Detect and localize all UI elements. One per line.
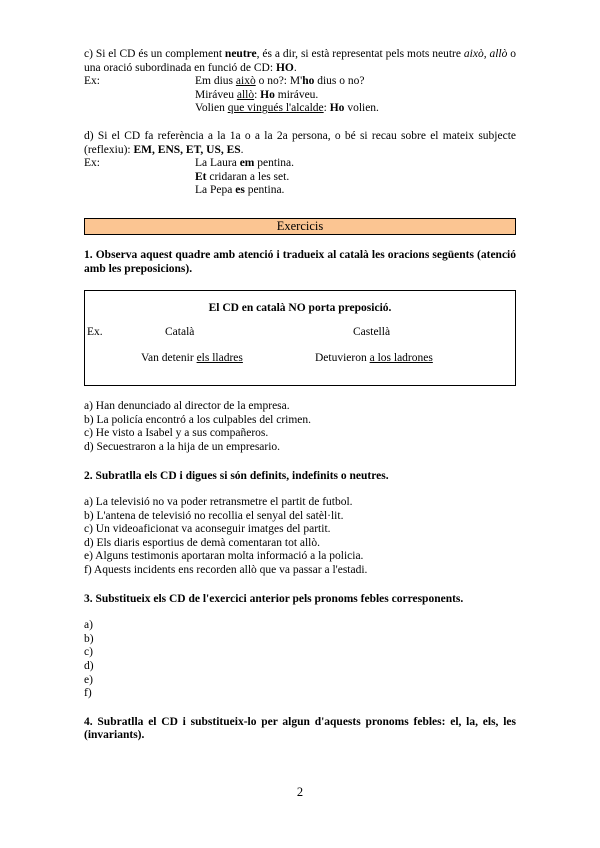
list-item: a) Han denunciado al director de la empresa. bbox=[84, 400, 290, 413]
section-d-intro: d) Si el CD fa referència a la 1a o a la 2a persona, o bé si recau sobre el mateix subjecte (reflexiu): EM, ENS, ET, US, ES. bbox=[84, 129, 516, 156]
question-3-title: 3. Substitueix els CD de l'exercici anterior pels pronoms febles corresponents. bbox=[84, 592, 464, 605]
list-item: e) Alguns testimonis aportaran molta informació a la policia. bbox=[84, 550, 364, 563]
rule-box bbox=[84, 290, 516, 386]
section-d-examples bbox=[84, 157, 516, 198]
example-label: Ex: bbox=[84, 157, 100, 170]
question-2-items bbox=[84, 496, 516, 578]
list-item: a) La televisió no va poder retransmetre el partit de futbol. bbox=[84, 496, 353, 509]
list-item: c) He visto a Isabel y a sus compañeros. bbox=[84, 427, 269, 440]
page-number: 2 bbox=[296, 785, 304, 799]
example-line: La Laura em pentina. bbox=[195, 157, 294, 170]
question-2-title: 2. Subratlla els CD i digues si són definits, indefinits o neutres. bbox=[84, 469, 389, 482]
example-line: Et cridaran a les set. bbox=[195, 170, 290, 183]
list-item: e) bbox=[84, 673, 93, 686]
section-c-examples bbox=[84, 75, 516, 116]
list-item: c) Un videoaficionat va aconseguir imatges del partit. bbox=[84, 523, 331, 536]
rule-box-ex-label: Ex. bbox=[87, 326, 103, 339]
example-line: La Pepa es pentina. bbox=[195, 184, 285, 197]
list-item: d) Secuestraron a la hija de un empresario. bbox=[84, 440, 281, 453]
rule-box-title: El CD en català NO porta preposició. bbox=[208, 302, 392, 315]
document-page bbox=[84, 48, 516, 743]
list-item: d) Els diaris esportius de demà comentaran tot allò. bbox=[84, 536, 321, 549]
example-line: Miráveu allò: Ho miráveu. bbox=[195, 88, 319, 101]
list-item: f) Aquests incidents ens recorden allò que va passar a l'estadi. bbox=[84, 564, 368, 577]
rule-box-col-castella: Castellà bbox=[353, 326, 391, 339]
list-item: b) L'antena de televisió no recollia el senyal del satèl·lit. bbox=[84, 509, 344, 522]
question-1-title: 1. Observa aquest quadre amb atenció i tradueix al català les oracions següents (atenció amb les preposicions). bbox=[84, 248, 516, 275]
exercises-heading: Exercicis bbox=[84, 218, 516, 235]
example-label: Ex: bbox=[84, 75, 100, 88]
rule-box-example-castella: Detuvieron a los ladrones bbox=[315, 352, 433, 365]
list-item: f) bbox=[84, 687, 92, 700]
section-c-intro: c) Si el CD és un complement neutre, és a dir, si està representat pels mots neutre això, allò o una oració subordinada en funció de CD: HO. bbox=[84, 48, 516, 74]
list-item: a) bbox=[84, 619, 93, 632]
list-item: b) La policía encontró a los culpables del crimen. bbox=[84, 413, 312, 426]
rule-box-example-catala: Van detenir els lladres bbox=[141, 352, 243, 365]
question-1-items bbox=[84, 400, 516, 454]
list-item: b) bbox=[84, 632, 94, 645]
rule-box-col-catala: Català bbox=[165, 326, 195, 339]
list-item: c) bbox=[84, 646, 93, 659]
example-line: Volien que vingués l'alcalde: Ho volien. bbox=[195, 102, 379, 115]
question-4-title: 4. Subratlla el CD i substitueix-lo per algun d'aquests pronoms febles: el, la, els, les (invariants). bbox=[84, 715, 516, 742]
list-item: d) bbox=[84, 660, 94, 673]
example-line: Em dius això o no?: M'ho dius o no? bbox=[195, 75, 365, 88]
question-3-items bbox=[84, 619, 516, 701]
